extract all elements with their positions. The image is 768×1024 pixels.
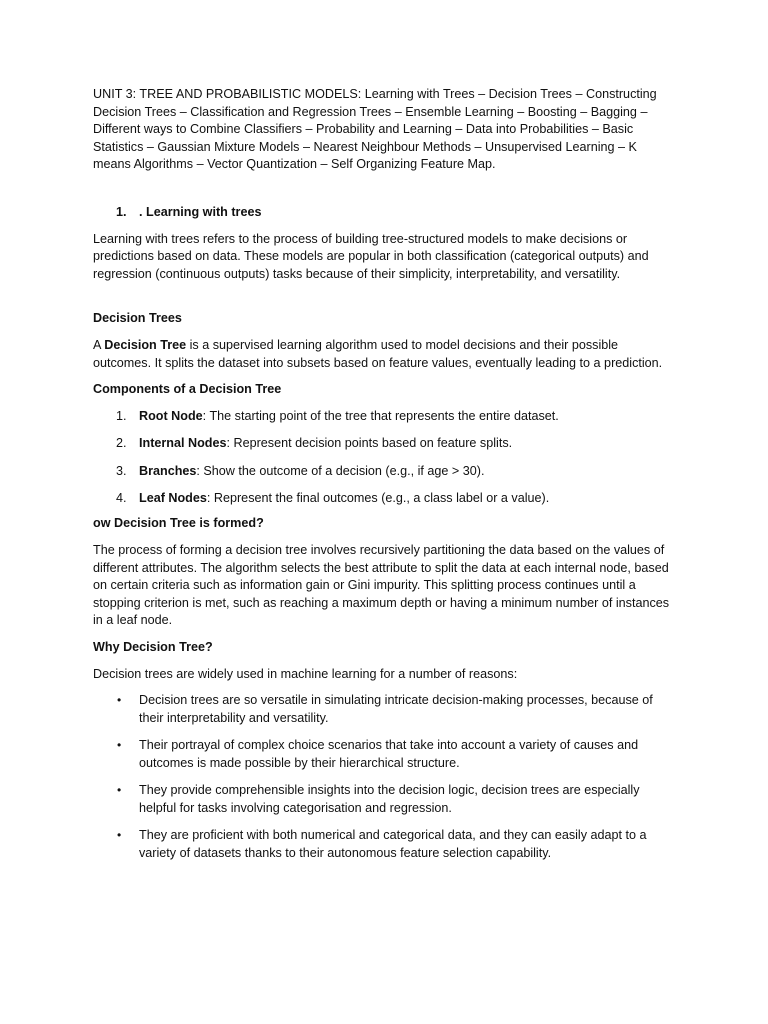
component-term: Internal Nodes — [139, 436, 227, 451]
how-formed-heading: ow Decision Tree is formed? — [93, 516, 264, 531]
why-item-text: They are proficient with both numerical and categorical data, and they can easily adapt to a variety of datasets thanks to their autonomous feature selection capability. — [139, 828, 647, 860]
list-item — [93, 782, 678, 817]
list-item — [93, 692, 678, 727]
component-term: Branches — [139, 463, 197, 478]
bullet-icon: • — [117, 783, 122, 798]
section-number: 1. — [116, 204, 127, 219]
why-list — [93, 692, 678, 862]
component-term: Root Node — [139, 408, 203, 423]
bullet-icon: • — [117, 828, 122, 843]
why-item-text: They provide comprehensible insights into the decision logic, decision trees are especially helpful for tasks involving categorisation and regression. — [139, 783, 640, 815]
list-item — [93, 463, 678, 481]
learning-with-trees-paragraph: Learning with trees refers to the process of building tree-structured models to make decisions or predictions based on data. These models are popular in both classification (categorical outputs) and regression (continuous outputs) tasks because of their simplicity, interpretability, and versatility. — [93, 231, 649, 281]
why-item-text: Their portrayal of complex choice scenarios that take into account a variety of causes and outcomes is made possible by their hierarchical structure. — [139, 738, 639, 770]
components-list — [93, 408, 678, 508]
document-page — [93, 86, 678, 872]
component-desc: : Show the outcome of a decision (e.g., if age > 30). — [196, 463, 485, 478]
component-desc: : The starting point of the tree that represents the entire dataset. — [202, 408, 559, 423]
list-number: 4. — [116, 490, 127, 505]
section-title: . Learning with trees — [139, 204, 262, 219]
list-item — [93, 408, 678, 426]
component-desc: : Represent decision points based on feature splits. — [226, 436, 513, 451]
list-number: 1. — [116, 408, 127, 423]
why-item-text: Decision trees are so versatile in simulating intricate decision-making processes, because of their interpretability and versatility. — [139, 693, 653, 725]
bullet-icon: • — [117, 693, 122, 708]
component-term: Leaf Nodes — [139, 490, 207, 505]
list-item — [93, 435, 678, 453]
section-heading-learning-with-trees — [93, 204, 678, 222]
component-desc: : Represent the final outcomes (e.g., a class label or a value). — [206, 490, 550, 505]
unit-intro: UNIT 3: TREE AND PROBABILISTIC MODELS: Learning with Trees – Decision Trees – Constructing Decision Trees – Classification and Regression Trees – Ensemble Learning – Boosting – Bagging – Different ways to Combine Classifiers – Probability and Learning – Data into Probabilities – Basic Statistics – Gaussian Mixture Models – Nearest Neighbour Methods – Unsupervised Learning – K means Algorithms – Vector Quantization – Self Organizing Feature Map. — [93, 87, 657, 172]
list-item — [93, 737, 678, 772]
list-number: 3. — [116, 463, 127, 478]
decision-tree-definition — [93, 337, 678, 372]
why-intro: Decision trees are widely used in machine learning for a number of reasons: — [93, 666, 518, 681]
list-number: 2. — [116, 436, 127, 451]
how-formed-paragraph: The process of forming a decision tree involves recursively partitioning the data based on the values of different attributes. The algorithm selects the best attribute to split the data at each internal node, based on certain criteria such as information gain or Gini impurity. This splitting process continues until a stopping criterion is met, such as reaching a maximum depth or having a minimum number of instances in a leaf node. — [93, 543, 670, 628]
definition-prefix: A — [93, 337, 105, 352]
decision-trees-heading: Decision Trees — [93, 311, 182, 326]
list-item — [93, 490, 678, 508]
components-heading: Components of a Decision Tree — [93, 382, 282, 397]
bullet-icon: • — [117, 738, 122, 753]
why-decision-tree-heading: Why Decision Tree? — [93, 640, 213, 655]
definition-term: Decision Tree — [104, 337, 187, 352]
definition-rest: is a supervised learning algorithm used to model decisions and their possible outcomes. It splits the dataset into subsets based on feature values, eventually leading to a prediction. — [93, 337, 663, 370]
list-item — [93, 827, 678, 862]
